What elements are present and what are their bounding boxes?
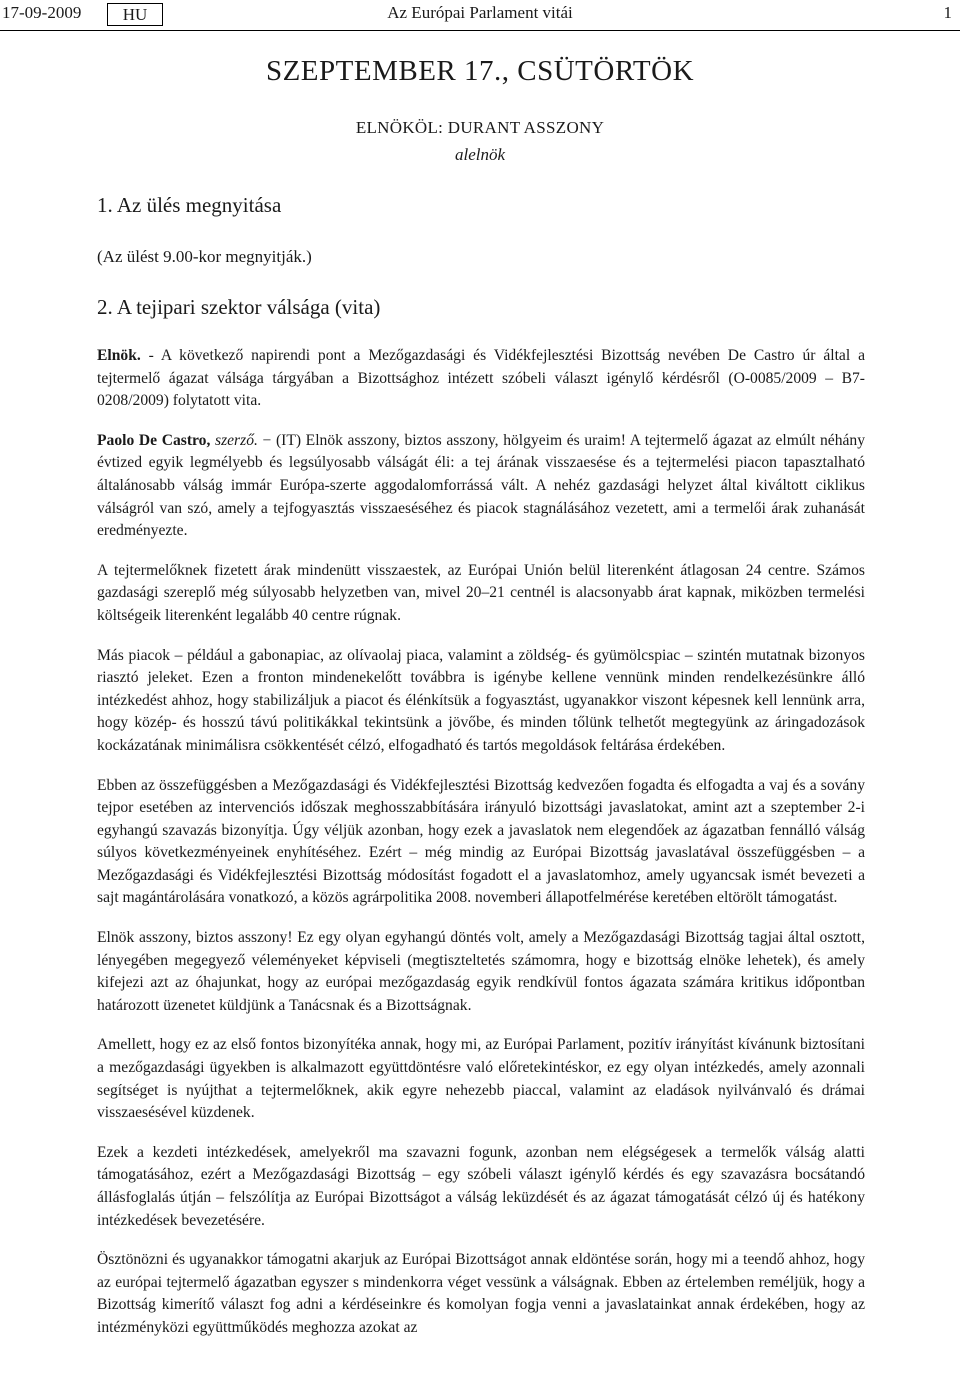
language-badge: HU (107, 3, 163, 26)
paragraph: Amellett, hogy ez az első fontos bizonyítéka annak, hogy mi, az Európai Parlament, pozitív irányítást kívánunk biztosítani a mezőgazdasági ügyekben is alkalmazott együttdöntésre való előretekintéskor, ez egy olyan intézkedés, amely azonnali segítséget is nyújthat a tejtermelőknek, akik egyre nehezebb piaccal, valamint az eladások nyilvánvaló és drámai visszaesésével küzdenek. (97, 1036, 865, 1122)
paragraph: A tejtermelőknek fizetett árak mindenütt visszaestek, az Európai Unión belül literenként átlagosan 24 centre. Számos gazdasági szereplő még súlyosabb helyzetben van, mivel 20–21 centnél is alacsonyabb árat kapnak, miközben termelési költségeik literenként legalább 40 centre rúgnak. (97, 561, 865, 624)
paragraph: Ebben az összefüggésben a Mezőgazdasági és Vidékfejlesztési Bizottság kedvezően fogadta és elfogadta a vaj és a sovány tejpor esetében az intervenciós időszak meghosszabbítására irányuló bizottsági javaslatokat, amint azt a szeptember 2-i egyhangú szavazás bizonyítja. Úgy véljük azonban, hogy ezek a javaslatok nem elegendőek az ágazatban fennálló válság súlyos következményeinek enyhítéséhez. Ezért – még mindig az Európai Bizottság javaslatával összefüggésben – a Mezőgazdasági és Vidékfejlesztési Bizottság módosítást fogadott el a javaslatomhoz, amely ugyancsak ismét bevezeti a sajt magántárolására vonatkozó, a közös agrárpolitika 2008. novemberi állapotfelmérése keretében eltörölt támogatást. (97, 776, 865, 907)
agenda-item-note: (Az ülést 9.00-kor megnyitják.) (97, 247, 312, 266)
paragraph-text: - A következő napirendi pont a Mezőgazdasági és Vidékfejlesztési Bizottság nevében De Castro úr által a tejtermelő ágazat válsága tárgyában a Bizottsághoz intézett szóbeli választ igénylő kérdésről (O-0085/2009 – B7-0208/2009) folytatott vita. (97, 347, 865, 410)
agenda-item-title: 2. A tejipari szektor válsága (vita) (97, 295, 381, 319)
chair-name: ELNÖKÖL: DURANT ASSZONY (355, 118, 605, 137)
day-heading: SZEPTEMBER 17., CSÜTÖRTÖK (265, 55, 695, 87)
speaker-name: Paolo De Castro, (97, 431, 211, 449)
chair-role: alelnök (454, 145, 506, 164)
speaker-role: szerző. (215, 431, 258, 449)
page-header (0, 0, 960, 31)
speaker-name: Elnök. (97, 347, 141, 364)
paragraph: Ösztönözni és ugyanakkor támogatni akarjuk az Európai Bizottságot annak eldöntése során, hogy mi a teendő ahhoz, hogy az európai tejtermelő ágazatban egyszer s mindenkorra véget vessünk a válságnak. Ebben az értelemben reméljük, hogy a Bizottság kimerítő választ fog adni a kérdéseinkre és komolyan fogja venni a javaslatainkat annak érdekében, hogy az intézményközi együttműködés meghozza azokat az (97, 1251, 865, 1336)
debate-text (97, 345, 865, 1357)
paragraph: Ezek a kezdeti intézkedések, amelyekről ma szavazni fogunk, azonban nem elégségesek a termelők válság alatti támogatásához, ezért a Mezőgazdasági Bizottság – egy szóbeli választ igénylő kérdés és egy szavazásra bocsátandó állásfoglalás útján – felszólítja az Európai Bizottságot a válság leküzdését és az ágazat támogatását célzó új és hatékony intézkedések bevezetésére. (97, 1143, 865, 1229)
paragraph (97, 430, 865, 543)
paragraph (97, 345, 865, 413)
paragraph: Elnök asszony, biztos asszony! Ez egy olyan egyhangú döntés volt, amely a Mezőgazdasági Bizottság tagjai által osztott, lényegében megegyező véleményeket képviseli (megtiszteltetés számomra, hogy e bizottság elnöke lehetek), és amely kifejezi azt az óhajunkat, hogy az európai mezőgazdaság egyik rendkívül fontos ágazata számára kritikus időpontban határozott üzenetet küldjünk a Tanácsnak és a Bizottságnak. (97, 929, 865, 1014)
paragraph: Más piacok – például a gabonapiac, az olívaolaj piaca, valamint a zöldség- és gyümölcspiac – szintén mutatnak bizonyos riasztó jeleket. Ezen a fronton mindenekelőtt továbbra is igénybe kellene vennünk minden rendelkezésünkre álló intézkedést ahhoz, hogy stabilizáljuk a piacot és élénkítsük a fogyasztást, ugyanakkor viszont képesnek kell lennünk arra, hogy közép- és hosszú távú politikákkal tekintsünk a jövőbe, és minden tőlünk telhetőt megtegyünk az áringadozások kockázatának minimálisra csökkentését célzó, elfogadható és tartós megoldások feltárása érdekében. (97, 646, 865, 754)
document-title: Az Európai Parlament vitái (387, 3, 573, 22)
header-date: 17-09-2009 (2, 3, 82, 22)
agenda-item-title: 1. Az ülés megnyitása (97, 193, 282, 217)
page-number: 1 (943, 3, 952, 22)
paragraph-text: − (IT) Elnök asszony, biztos asszony, hölgyeim és uraim! A tejtermelő ágazat az elmúlt néhány évtized egyik legmélyebb és legsúlyosabb válságát éli: a tej árának visszaesése és a tejtermelési piacon tapasztalható általánosabb válság immár Európa-szerte aggodalomforrássá vált. A nehéz gazdasági helyzet által kiváltott ciklikus válságról van szó, amely a tejfogyasztás visszaeséséhez és piacok stagnálásához vezetett, ami a termelői árak zuhanását eredményezte. (97, 431, 866, 540)
